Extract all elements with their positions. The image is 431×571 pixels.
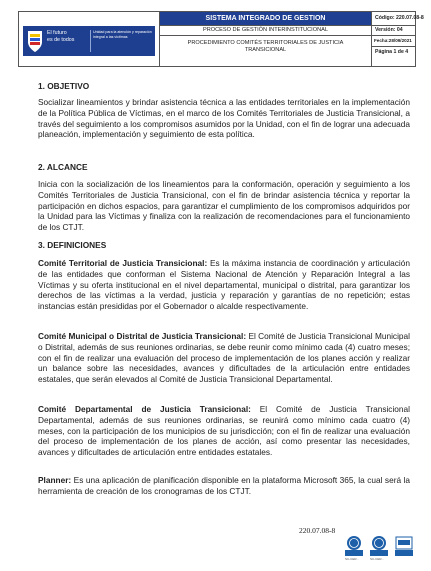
page-number: Página 1 de 4 [375,49,409,55]
objetivo-paragraph: Socializar lineamientos y brindar asistencia técnica a las entidades territoriales en la implementación de la Política Pública de Víctimas, en el marco de los Comités Territoriales de Justicia Transicional, a través del seguimiento a los compromisos asumidos por la Unidad, con el fin de lograr una adecuada planeación, implementación y seguimiento de esta política. [38,97,410,140]
definition-item [38,404,410,458]
seal-caption: SC-CER... [370,557,385,561]
document-header [18,11,424,67]
iso-9001-certification-icon [344,535,364,557]
colombia-shield-icon [25,28,45,54]
definition-item [38,475,410,497]
version-label: Versión: 04 [375,27,403,33]
logo-cell [19,12,160,66]
page-cell [371,47,415,66]
process-cell [160,26,371,36]
logo-slogan-line1: El futuro [47,30,67,36]
section-heading-objetivo: 1. OBJETIVO [38,81,90,91]
iso-14001-certification-icon [369,535,389,557]
alcance-paragraph: Inicia con la socialización de los lineamientos para la conformación, operación y seguimiento a los Comités Territoriales de Justicia Transicional, con el fin de brindar asistencia técnica y reportar la participación en dichos espacios, para garantizar el cumplimiento de los compromisos adquiridos por la Unidad para las Víctimas y finaliza con la realización de recomendaciones para el funcionamiento de los CTJT. [38,179,410,233]
version-cell [371,26,415,36]
section-heading-definiciones: 3. DEFINICIONES [38,240,107,250]
footer-code: 220.07.08-8 [299,526,336,535]
definition-item [38,331,410,385]
unidad-victimas-logo [23,26,155,56]
definition-term: Comité Municipal o Distrital de Justicia Transicional: [38,331,247,341]
procedure-cell [160,36,371,66]
date-cell [371,36,415,47]
system-title: SISTEMA INTEGRADO DE GESTION [205,15,326,22]
definition-term: Planner: [38,475,72,485]
document-date: Fecha:28/09/2021 [374,38,412,43]
definition-text: El Comité de Justicia Transicional Departamental, además de sus reuniones ordinarias, se reunirá como mínimo cada cuatro (4) meses, con la participación de los municipios de su jurisdicción; con el fin de realizar una evaluación del proceso de implementación de los planes de acción, así como presentar las necesidades, avances y dificultades de articulación entre entidades estatales. [38,404,410,458]
definition-term: Comité Territorial de Justicia Transicional: [38,258,208,268]
definition-text: Es una aplicación de planificación disponible en la plataforma Microsoft 365, la cual será la herramienta de creación de los cronogramas de los CTJT. [38,475,410,496]
system-title-bar [160,12,371,26]
procedure-name: PROCEDIMIENTO COMITÉS TERRITORIALES DE JUSTICIA TRANSICIONAL [187,40,344,53]
process-name: PROCESO DE GESTIÓN INTERINSTITUCIONAL [203,27,328,33]
code-cell [371,12,424,26]
logo-slogan-line2: es de todos [47,36,75,43]
document-code: Código: 220.07.08-8 [375,15,424,21]
definition-text: El Comité de Justicia Transicional Municipal o Distrital, además de sus reuniones ordinarias, se debe reunir como mínimo cada (4) cuatro meses; con el fin de realizar una evaluación del proceso de implementación de los planes acción y realizar un balance sobre las necesidades, avances y dificultades de la articulación entre entidades estatales, que serán elevados al Comité de Justicia Transicional Departamental. [38,331,410,385]
definition-item [38,258,410,312]
definition-text: Es la máxima instancia de coordinación y articulación de las entidades que conforman el Sistema Nacional de Atención y Reparación Integral a las Víctimas y su oferta institucional en el nivel departamental, municipal o distrital, para garantizar los derechos de las víctimas a la verdad, justicia y reparación y garantías de no repetición; estas instancias están presididas por el Gobernador o alcalde respectivamente. [38,258,410,312]
logo-entity-text: Unidad para la atención y reparación integral a las víctimas [93,30,152,39]
definition-term: Comité Departamental de Justicia Transicional: [38,404,251,414]
logo-slogan [47,30,74,43]
logo-divider [90,30,91,52]
iso-45001-certification-icon [394,535,414,557]
seal-caption: SC-CER... [345,557,360,561]
section-heading-alcance: 2. ALCANCE [38,162,88,172]
